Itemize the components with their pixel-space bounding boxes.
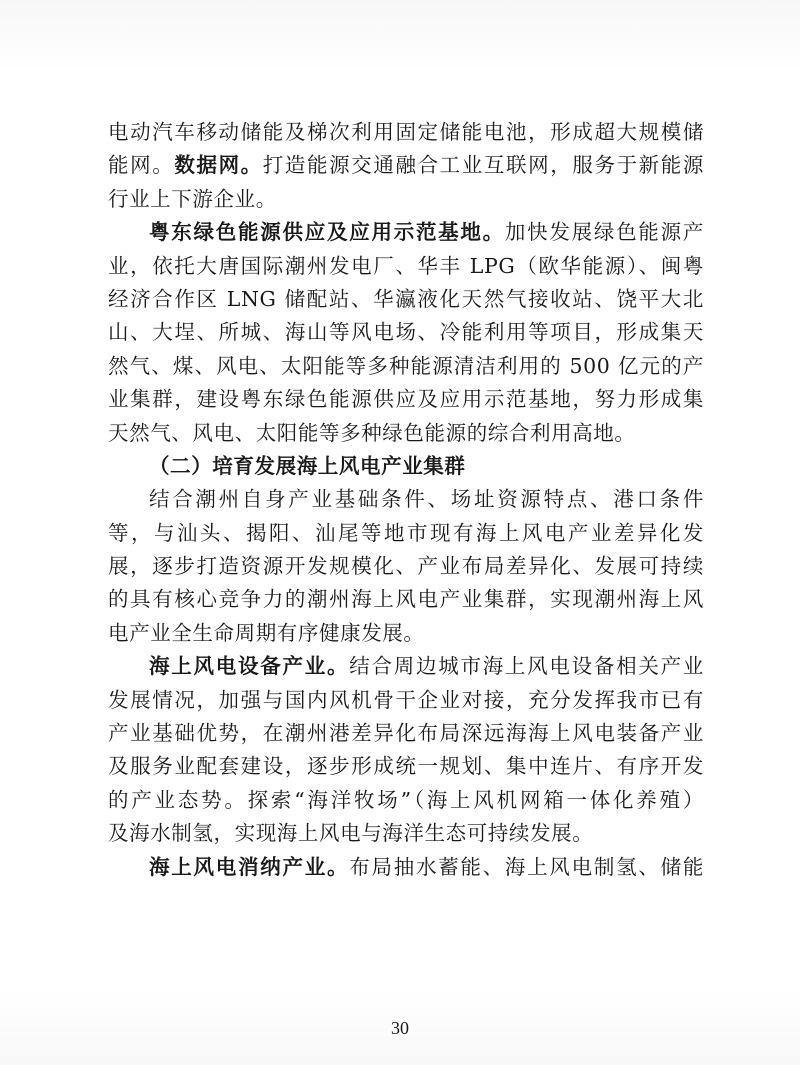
bold-run: 海上风电设备产业。	[149, 654, 350, 679]
text-run: 及海水制氢，实现海上风电与海洋生态可持续发展。	[108, 821, 594, 846]
text-run: 经济合作区 LNG 储配站、华瀛液化天然气接收站、饶平大北	[108, 286, 704, 311]
text-run: 结合周边城市海上风电设备相关产业	[349, 654, 704, 679]
text-run: 电动汽车移动储能及梯次利用固定储能电池，形成超大规模储	[108, 120, 704, 144]
text-run: 发展情况，加强与国内风机骨干企业对接，充分发挥我市已有	[108, 687, 704, 712]
bold-run: （二）培育发展海上风电产业集群	[149, 453, 466, 478]
text-run: 产业基础优势，在潮州港差异化布局深远海海上风电装备产业	[108, 721, 704, 746]
text-line	[108, 517, 704, 550]
text-line	[108, 350, 704, 383]
text-line	[108, 283, 704, 316]
bold-run: 海上风电消纳产业。	[149, 854, 350, 879]
text-run: 展，逐步打造资源开发规模化、产业布局差异化、发展可持续	[108, 554, 704, 579]
text-line	[108, 250, 704, 283]
text-line	[108, 483, 704, 516]
text-run: 加快发展绿色能源产	[504, 220, 704, 245]
bold-run: 数据网。	[174, 153, 263, 178]
section-heading	[108, 450, 704, 483]
text-line	[108, 183, 704, 216]
text-line	[108, 216, 704, 249]
text-line	[108, 417, 704, 450]
text-line	[108, 617, 704, 650]
text-line	[108, 550, 704, 583]
text-run: 能网。	[108, 153, 175, 178]
text-line	[108, 784, 704, 817]
text-line	[108, 650, 704, 683]
body-text	[108, 116, 704, 884]
text-run: 天然气、风电、太阳能等多种绿色能源的综合利用高地。	[108, 420, 636, 445]
text-line	[108, 817, 704, 850]
text-run: 布局抽水蓄能、海上风电制氢、储能	[349, 854, 704, 879]
text-run: 业，依托大唐国际潮州发电厂、华丰 LPG（欧华能源）、闽粤	[108, 253, 704, 278]
text-run: 山、大埕、所城、海山等风电场、冷能利用等项目，形成集天	[108, 320, 704, 345]
bold-run: 粤东绿色能源供应及应用示范基地。	[149, 220, 505, 245]
text-run: 等，与汕头、揭阳、汕尾等地市现有海上风电产业差异化发	[108, 520, 704, 545]
text-run: 打造能源交通融合工业互联网，服务于新能源	[262, 153, 705, 178]
text-run: 然气、煤、风电、太阳能等多种能源清洁利用的 500 亿元的产	[108, 353, 704, 378]
text-run: 行业上下游企业。	[108, 186, 277, 211]
text-line	[108, 851, 704, 884]
text-run: 的产业态势。探索“海洋牧场”（海上风机网箱一体化养殖）	[108, 787, 704, 812]
text-line	[108, 684, 704, 717]
text-run: 电产业全生命周期有序健康发展。	[108, 620, 425, 645]
text-line	[108, 316, 704, 349]
text-run: 业集群，建设粤东绿色能源供应及应用示范基地，努力形成集	[108, 387, 704, 412]
text-run: 结合潮州自身产业基础条件、场址资源特点、港口条件	[149, 487, 704, 512]
text-run: 的具有核心竞争力的潮州海上风电产业集群，实现潮州海上风	[108, 587, 704, 612]
text-line	[108, 149, 704, 182]
page-number: 30	[391, 1018, 409, 1038]
text-line	[108, 583, 704, 616]
text-line	[108, 116, 704, 149]
text-line	[108, 717, 704, 750]
text-line	[108, 383, 704, 416]
text-run: 及服务业配套建设，逐步形成统一规划、集中连片、有序开发	[108, 754, 704, 779]
text-line	[108, 750, 704, 783]
